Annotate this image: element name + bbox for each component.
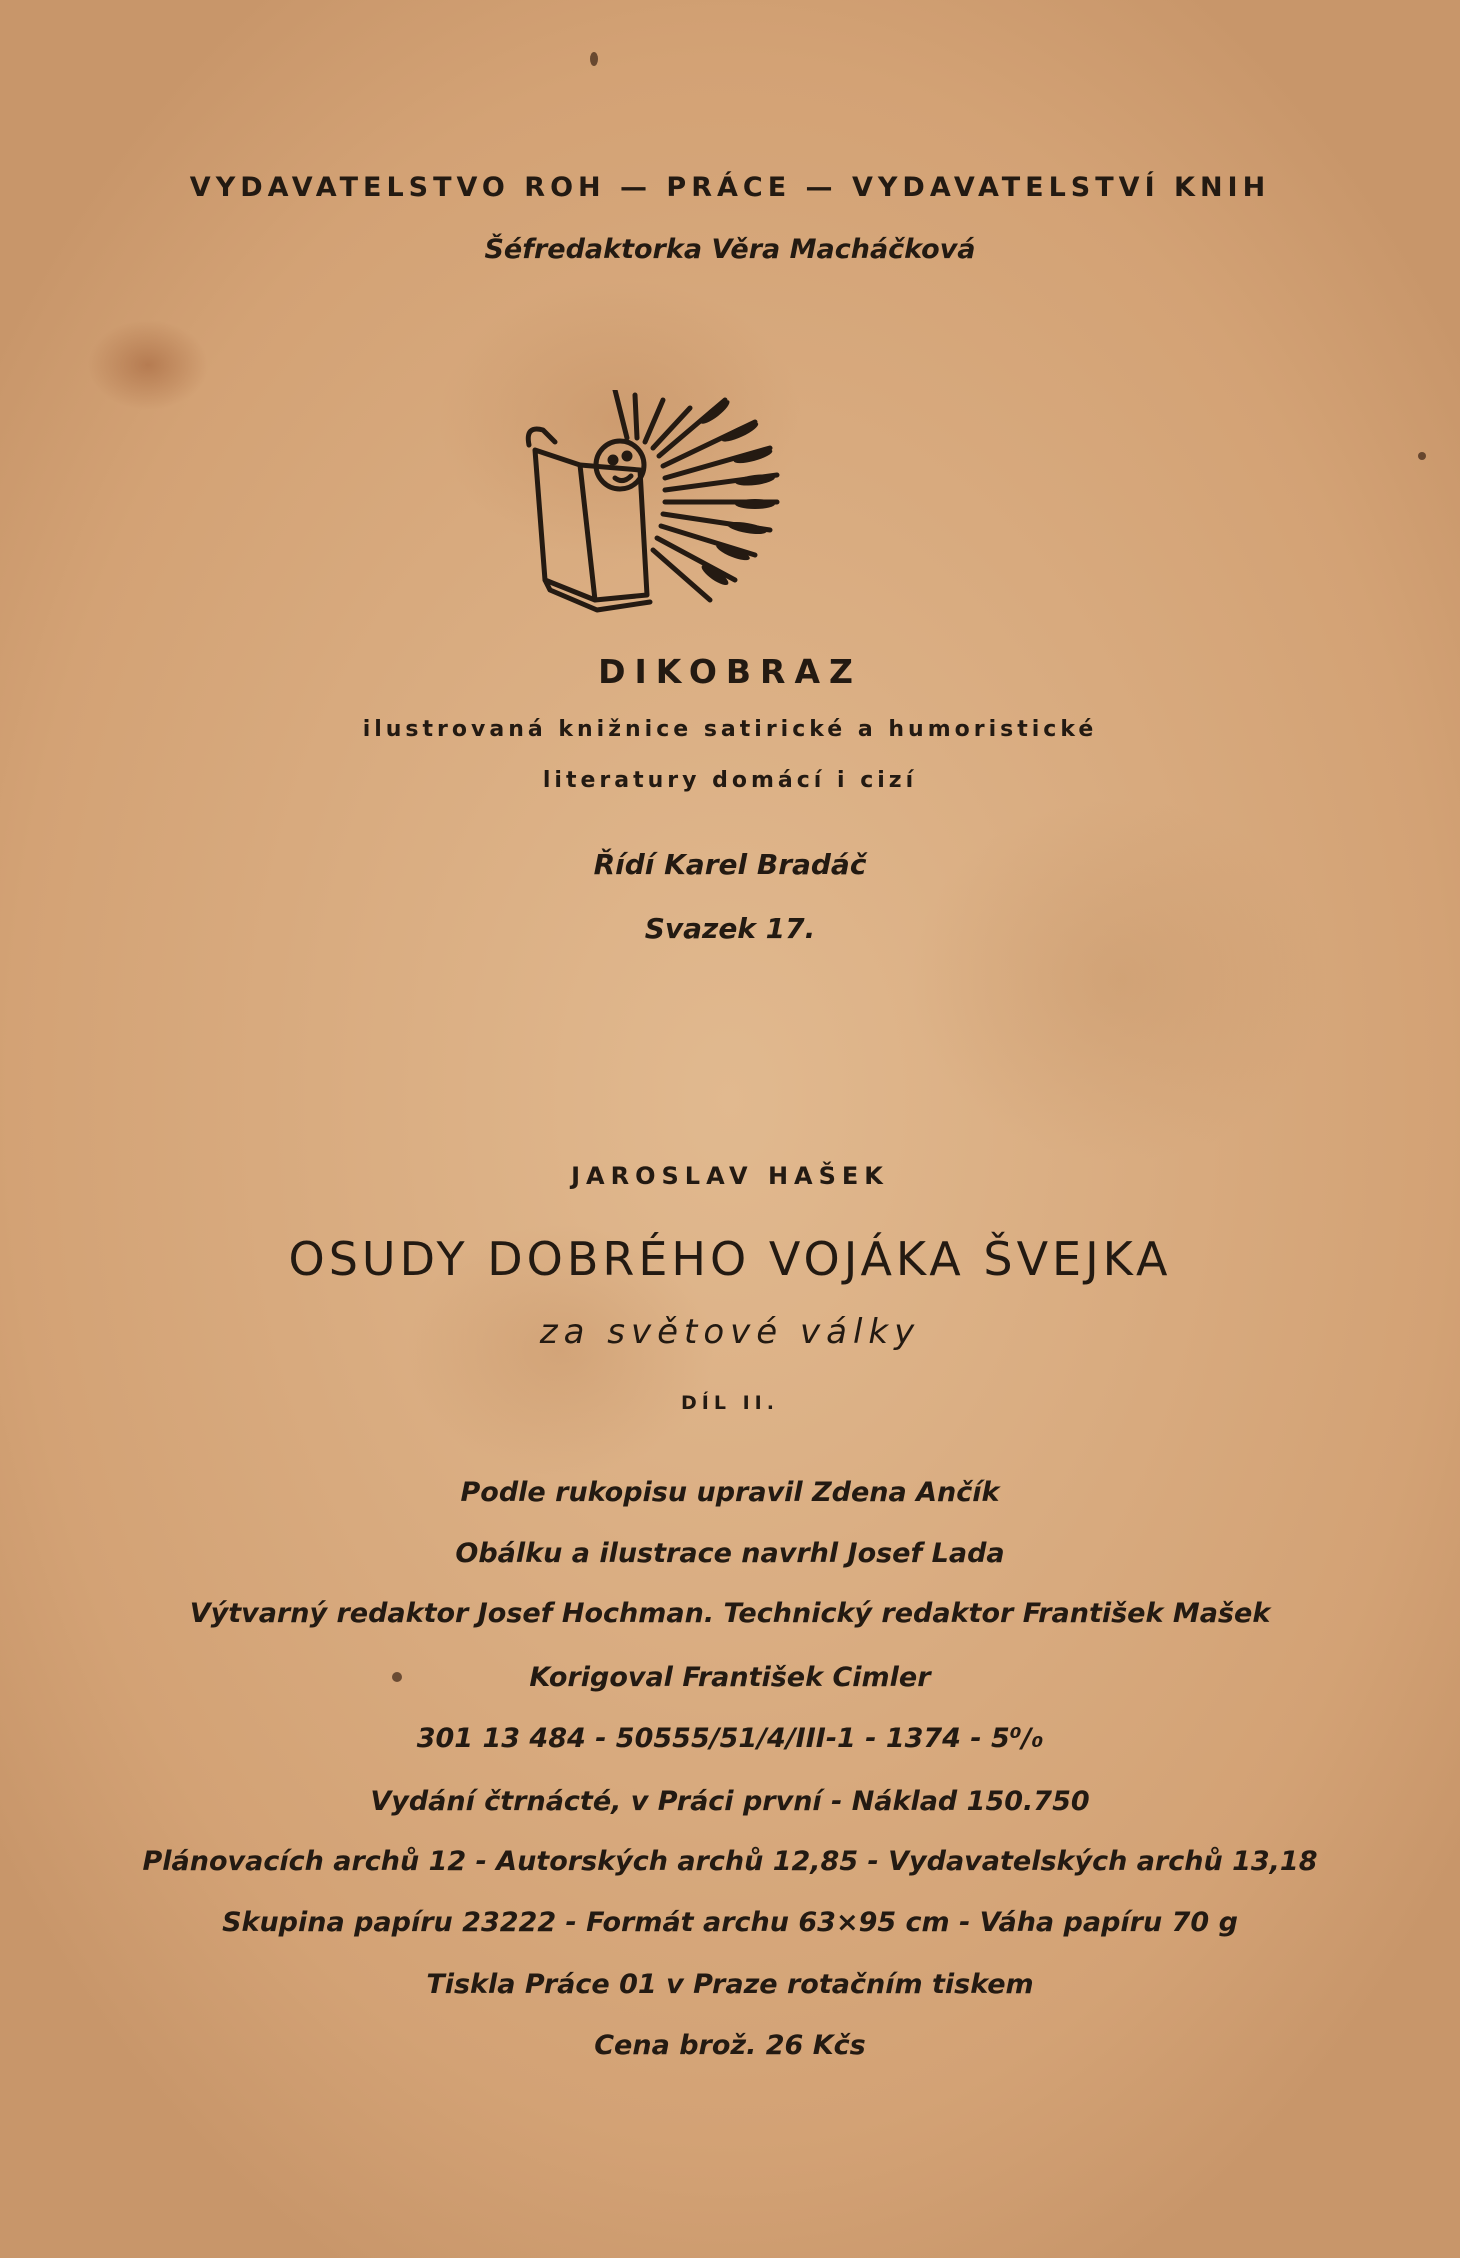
book-title: OSUDY DOBRÉHO VOJÁKA ŠVEJKA: [288, 1232, 1172, 1286]
series-editor: Řídí Karel Bradáč: [593, 848, 867, 881]
ink-spot: [590, 52, 598, 66]
publisher-line: VYDAVATELSTVO ROH — PRÁCE — VYDAVATELSTVÍ KNIH: [189, 172, 1271, 203]
ink-spot: [1418, 452, 1426, 460]
author-name: JAROSLAV HAŠEK: [571, 1162, 889, 1190]
porcupine-reading-book-icon: [515, 390, 805, 620]
colophon-line: Plánovacích archů 12 - Autorských archů 12,85 - Vydavatelských archů 13,18: [142, 1846, 1318, 1877]
series-description-line2: literatury domácí i cizí: [542, 768, 918, 793]
series-name: DIKOBRAZ: [598, 652, 862, 691]
colophon-line: Vydání čtrnácté, v Práci první - Náklad 150.750: [370, 1786, 1090, 1817]
book-part: DÍL II.: [681, 1392, 779, 1414]
colophon-line: Tiskla Práce 01 v Praze rotačním tiskem: [426, 1969, 1034, 2000]
colophon-line: 301 13 484 - 50555/51/4/III-1 - 1374 - 5⁰/₀: [416, 1723, 1044, 1754]
book-subtitle: za světové války: [539, 1312, 921, 1352]
colophon-line: Obálku a ilustrace navrhl Josef Lada: [455, 1538, 1005, 1569]
colophon-line: Korigoval František Cimler: [529, 1662, 931, 1693]
colophon-line: Podle rukopisu upravil Zdena Ančík: [460, 1477, 1000, 1508]
ink-spot: [392, 1672, 402, 1682]
chief-editor-line: Šéfredaktorka Věra Macháčková: [484, 234, 976, 265]
colophon-line: Skupina papíru 23222 - Formát archu 63×95 cm - Váha papíru 70 g: [222, 1907, 1238, 1938]
volume-number: Svazek 17.: [644, 912, 816, 945]
colophon-line: Výtvarný redaktor Josef Hochman. Technický redaktor František Mašek: [189, 1598, 1271, 1629]
series-description-line1: ilustrovaná knižnice satirické a humoristické: [362, 717, 1098, 742]
colophon-line: Cena brož. 26 Kčs: [594, 2030, 866, 2061]
